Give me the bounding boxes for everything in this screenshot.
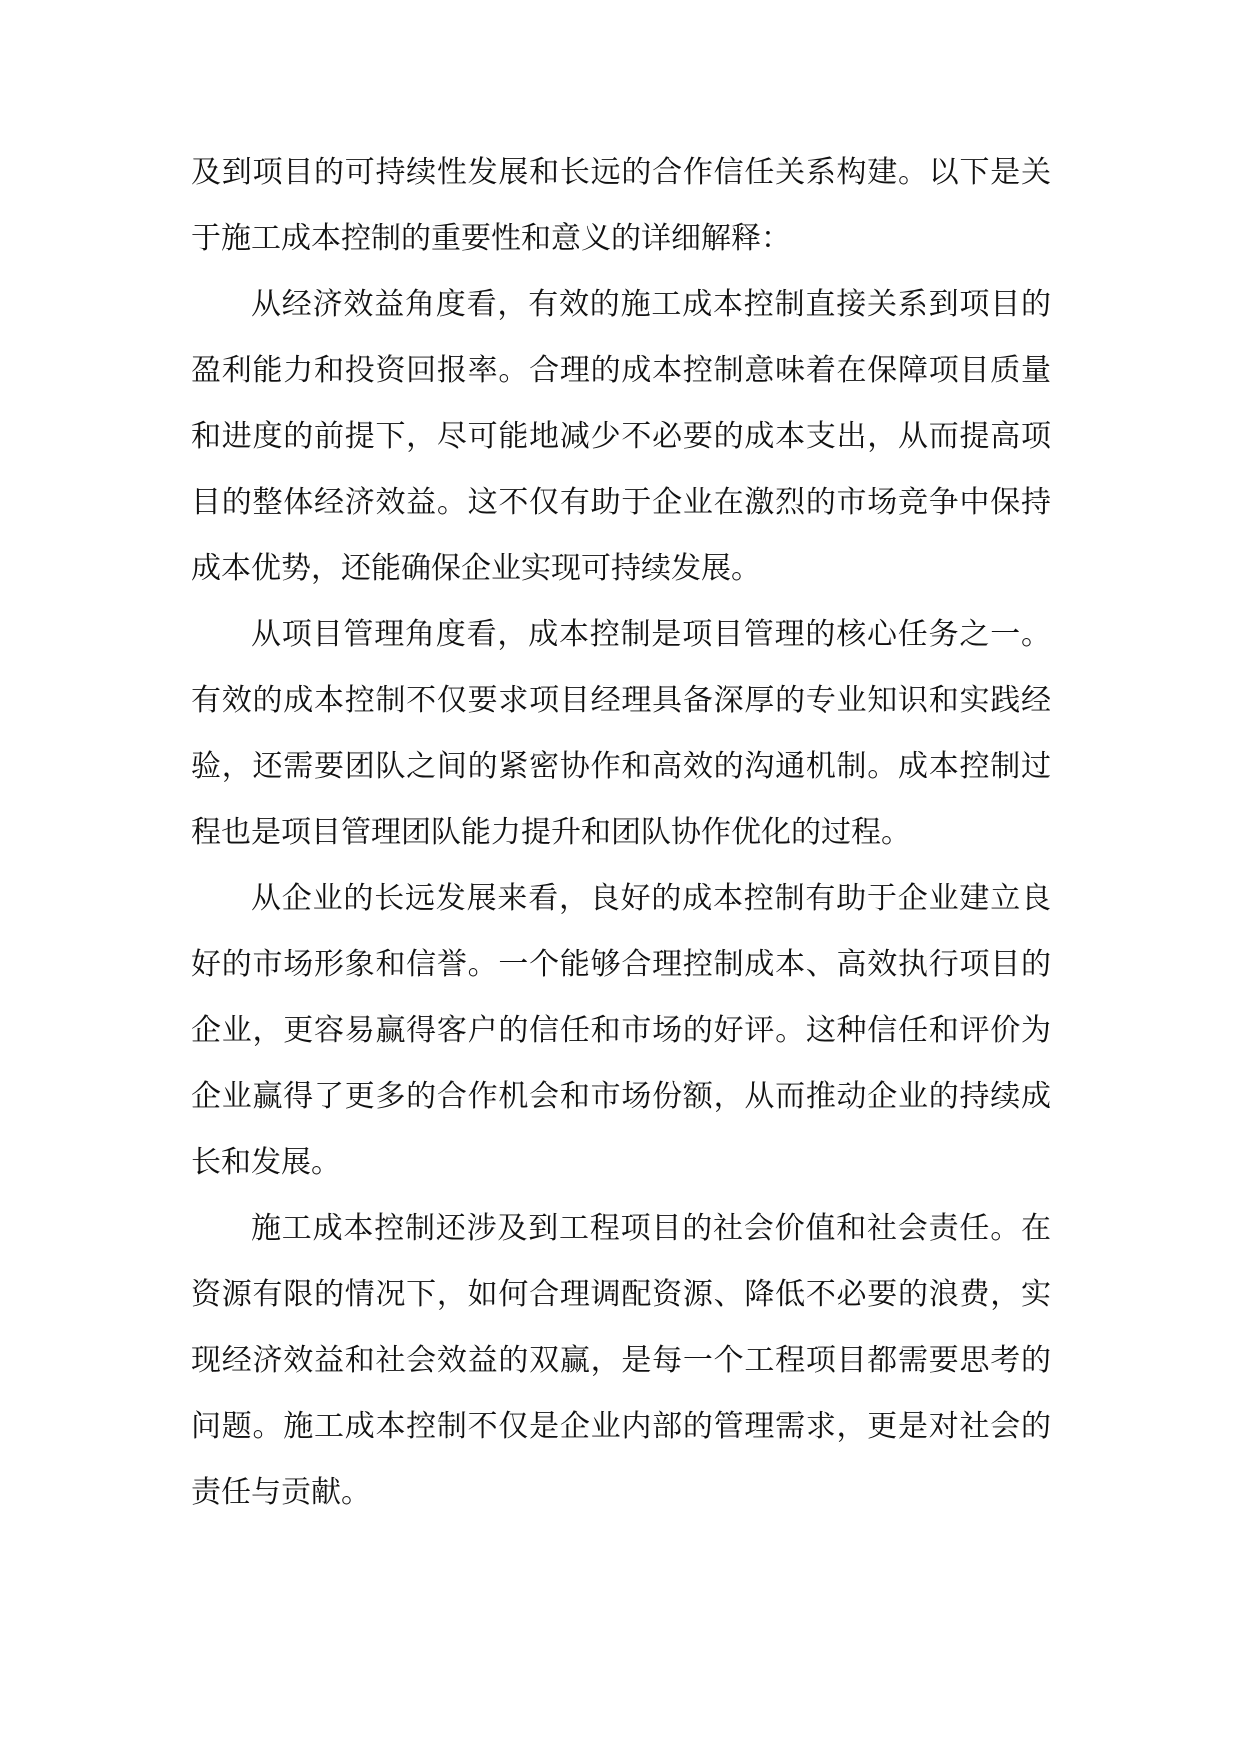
paragraph-economic-benefit: 从经济效益角度看，有效的施工成本控制直接关系到项目的盈利能力和投资回报率。合理的成本控制意味着在保障项目质量和进度的前提下，尽可能地减少不必要的成本支出，从而提高项目的整体经济效益。这不仅有助于企业在激烈的市场竞争中保持成本优势，还能确保企业实现可持续发展。 [191,287,1051,586]
paragraph-enterprise-development: 从企业的长远发展来看，良好的成本控制有助于企业建立良好的市场形象和信誉。一个能够合理控制成本、高效执行项目的企业，更容易赢得客户的信任和市场的好评。这种信任和评价为企业赢得了更多的合作机会和市场份额，从而推动企业的持续成长和发展。 [191,881,1051,1180]
paragraph-project-management: 从项目管理角度看，成本控制是项目管理的核心任务之一。有效的成本控制不仅要求项目经理具备深厚的专业知识和实践经验，还需要团队之间的紧密协作和高效的沟通机制。成本控制过程也是项目管理团队能力提升和团队协作优化的过程。 [191,617,1051,850]
document-body [191,140,1051,1526]
paragraph-continuation: 及到项目的可持续性发展和长远的合作信任关系构建。以下是关于施工成本控制的重要性和意义的详细解释： [191,155,1051,256]
paragraph-social-responsibility: 施工成本控制还涉及到工程项目的社会价值和社会责任。在资源有限的情况下，如何合理调配资源、降低不必要的浪费，实现经济效益和社会效益的双赢，是每一个工程项目都需要思考的问题。施工成本控制不仅是企业内部的管理需求，更是对社会的责任与贡献。 [191,1211,1051,1510]
